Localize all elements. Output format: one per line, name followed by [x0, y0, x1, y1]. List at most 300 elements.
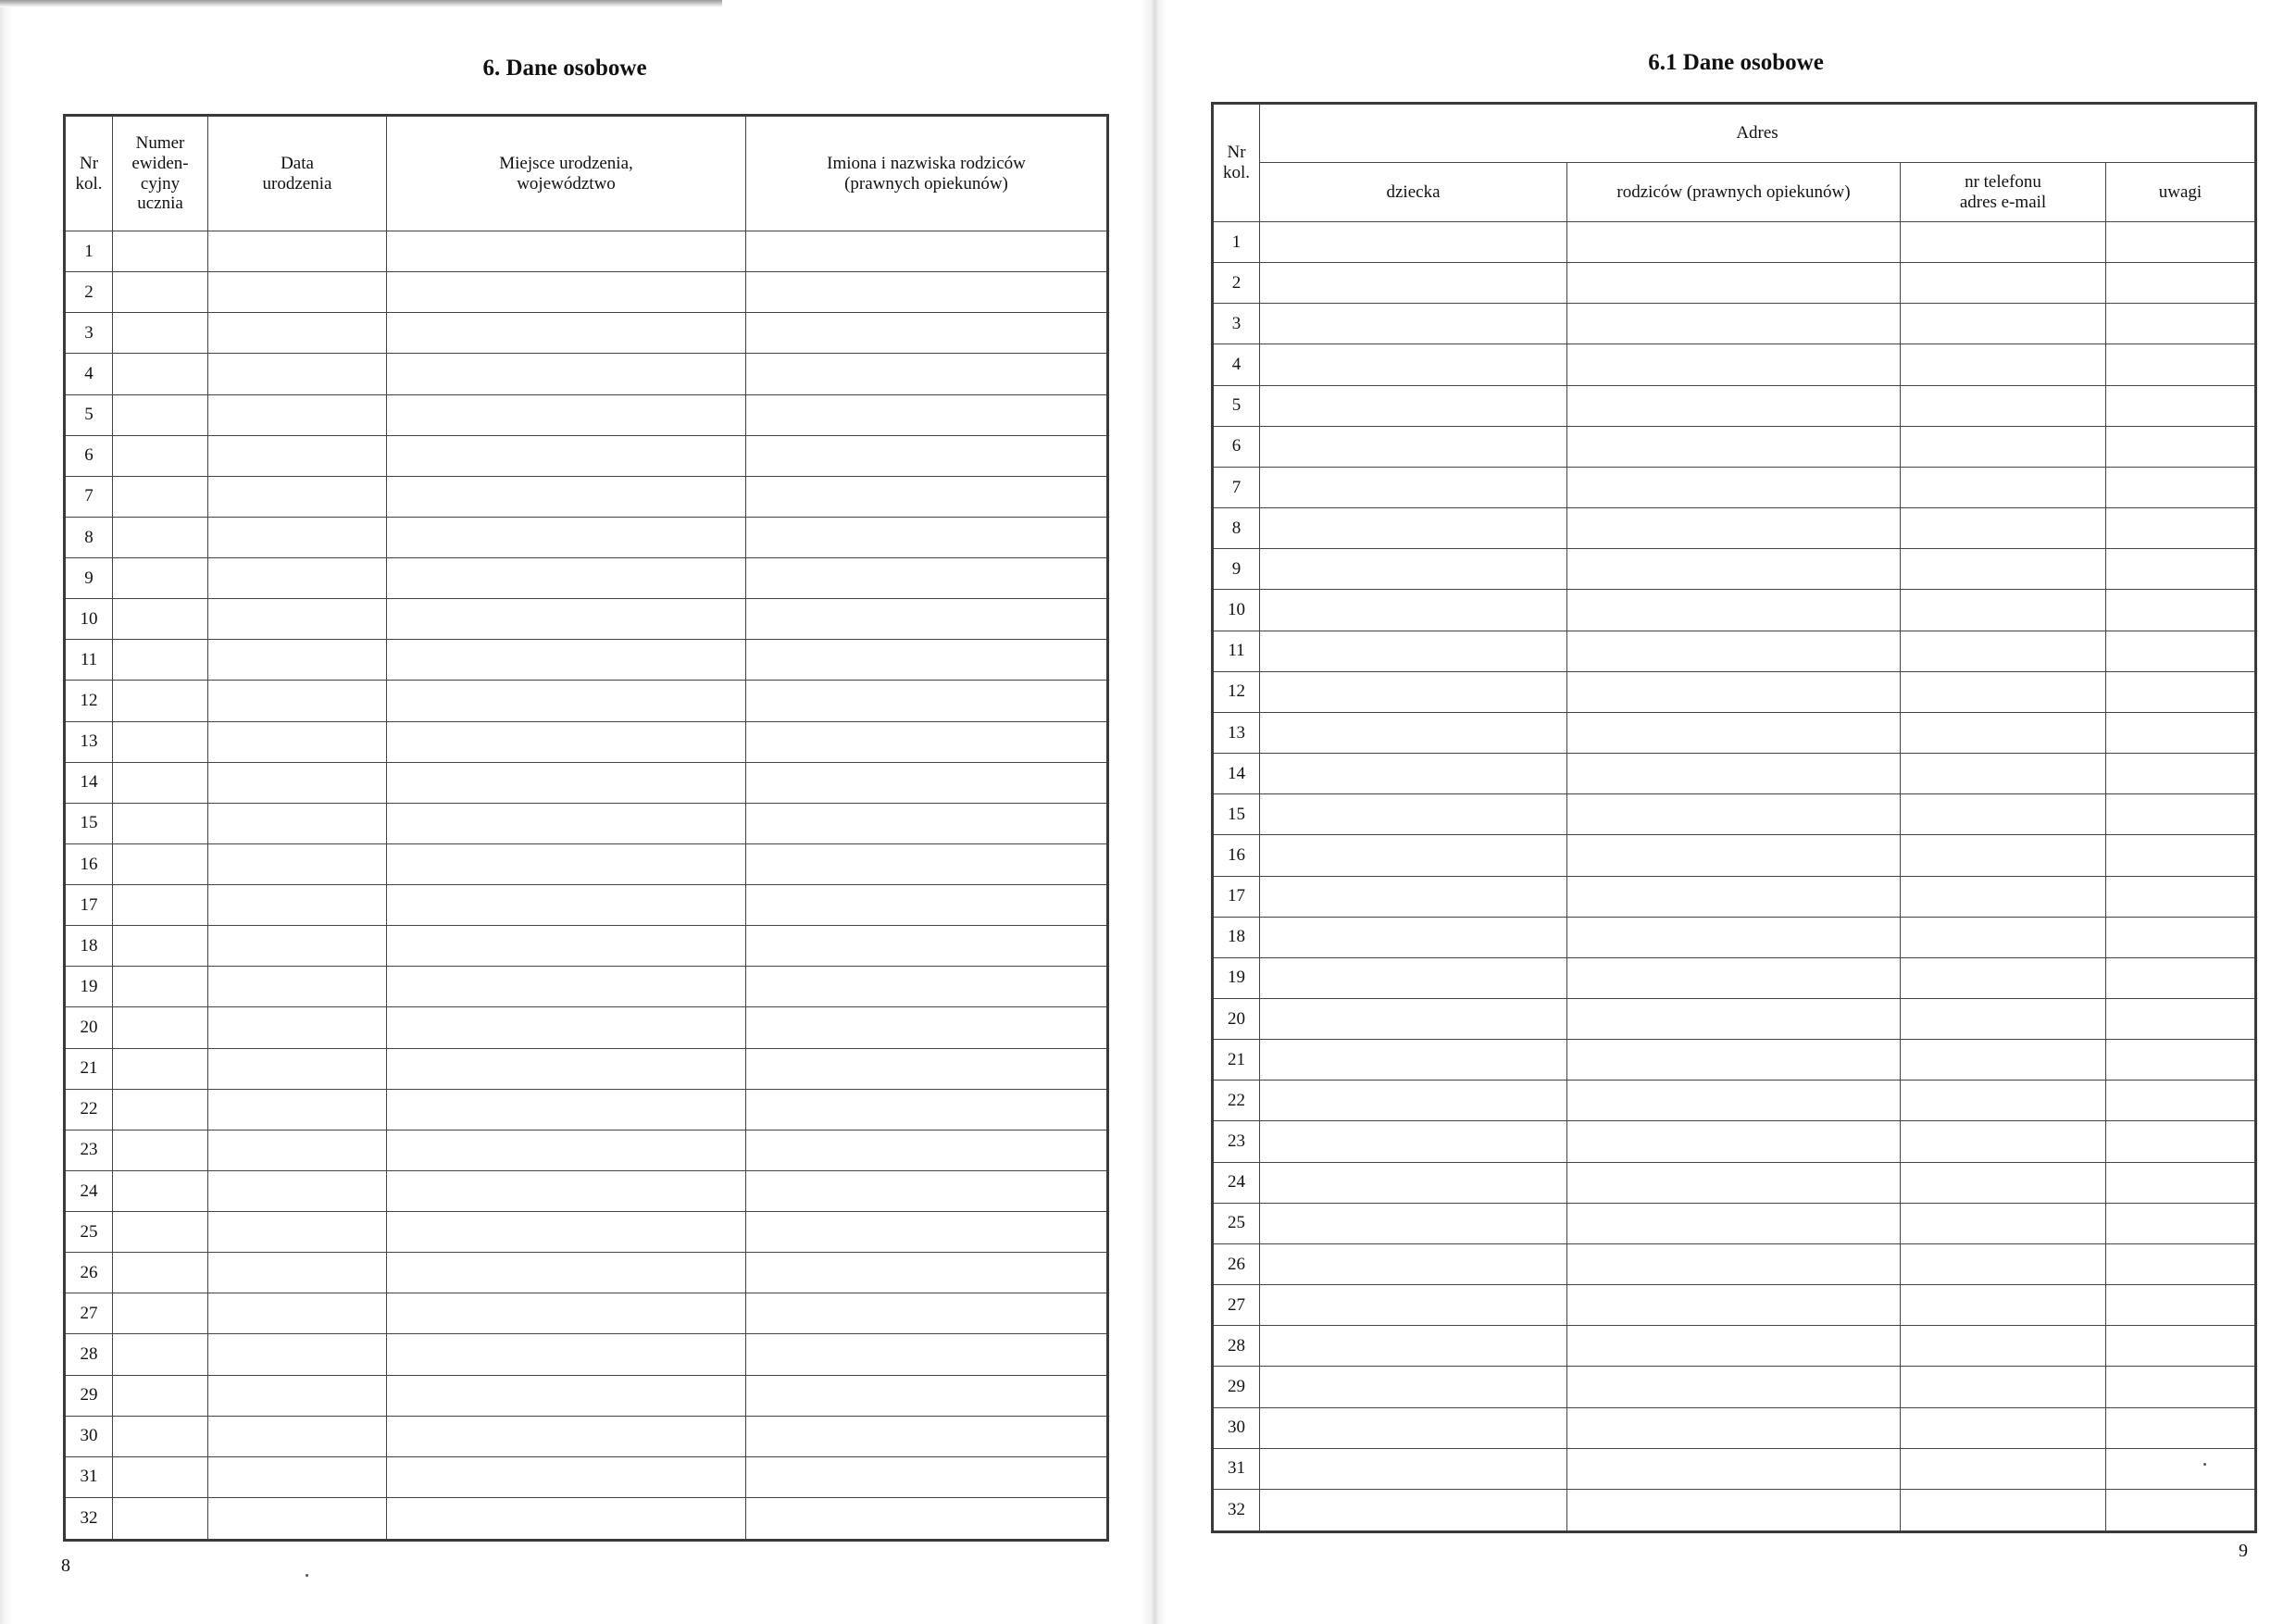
empty-cell[interactable]: [1901, 263, 2106, 304]
empty-cell[interactable]: [746, 1497, 1108, 1540]
empty-cell[interactable]: [2106, 426, 2256, 467]
row-number: 13: [65, 721, 113, 762]
empty-cell[interactable]: [1260, 754, 1567, 794]
empty-cell[interactable]: [1567, 712, 1901, 753]
empty-cell[interactable]: [208, 558, 387, 599]
empty-cell[interactable]: [387, 1212, 746, 1253]
empty-cell[interactable]: [2106, 671, 2256, 712]
empty-cell[interactable]: [387, 435, 746, 476]
empty-cell[interactable]: [1567, 344, 1901, 385]
row-number: 16: [1213, 835, 1260, 876]
empty-cell[interactable]: [208, 1456, 387, 1497]
empty-cell[interactable]: [387, 476, 746, 517]
header-text: kol.: [75, 173, 103, 194]
header-text: Data: [281, 153, 314, 173]
empty-cell[interactable]: [1260, 671, 1567, 712]
empty-cell[interactable]: [387, 803, 746, 843]
empty-cell[interactable]: [1901, 304, 2106, 344]
empty-cell[interactable]: [113, 681, 208, 721]
empty-cell[interactable]: [387, 1089, 746, 1130]
empty-cell[interactable]: [2106, 1448, 2256, 1489]
empty-cell[interactable]: [113, 1334, 208, 1375]
header-text: Nr: [79, 153, 99, 173]
empty-cell[interactable]: [113, 354, 208, 394]
empty-cell[interactable]: [746, 803, 1108, 843]
empty-cell[interactable]: [387, 721, 746, 762]
empty-cell[interactable]: [746, 517, 1108, 557]
empty-cell[interactable]: [2106, 467, 2256, 507]
empty-cell[interactable]: [387, 1456, 746, 1497]
empty-cell[interactable]: [387, 1497, 746, 1540]
empty-cell[interactable]: [1260, 1407, 1567, 1448]
empty-cell[interactable]: [1567, 957, 1901, 998]
empty-cell[interactable]: [1567, 304, 1901, 344]
empty-cell[interactable]: [208, 1212, 387, 1253]
empty-cell[interactable]: [2106, 222, 2256, 263]
empty-cell[interactable]: [746, 1293, 1108, 1334]
empty-cell[interactable]: [208, 1375, 387, 1416]
empty-cell[interactable]: [746, 1456, 1108, 1497]
header-text: adres e-mail: [1959, 192, 2047, 212]
empty-cell[interactable]: [1901, 508, 2106, 549]
empty-cell[interactable]: [208, 272, 387, 313]
empty-cell[interactable]: [208, 1253, 387, 1293]
empty-cell[interactable]: [113, 885, 208, 926]
empty-cell[interactable]: [387, 681, 746, 721]
empty-cell[interactable]: [1901, 1081, 2106, 1121]
empty-cell[interactable]: [746, 394, 1108, 435]
empty-cell[interactable]: [1901, 549, 2106, 590]
empty-cell[interactable]: [1567, 1121, 1901, 1162]
empty-cell[interactable]: [746, 885, 1108, 926]
right-page-title: 6.1 Dane osobowe: [1648, 50, 1824, 75]
empty-cell[interactable]: [1901, 876, 2106, 917]
header-text: Nr: [1227, 143, 1246, 163]
empty-cell[interactable]: [746, 1007, 1108, 1048]
empty-cell[interactable]: [2106, 917, 2256, 957]
empty-cell[interactable]: [1901, 1040, 2106, 1081]
empty-cell[interactable]: [2106, 1203, 2256, 1243]
empty-cell[interactable]: [1567, 467, 1901, 507]
empty-cell[interactable]: [2106, 957, 2256, 998]
empty-cell[interactable]: [1260, 1489, 1567, 1531]
empty-cell[interactable]: [1567, 1367, 1901, 1407]
empty-cell[interactable]: [2106, 508, 2256, 549]
empty-cell[interactable]: [2106, 794, 2256, 835]
empty-cell[interactable]: [1260, 222, 1567, 263]
empty-cell[interactable]: [746, 599, 1108, 640]
empty-cell[interactable]: [113, 1089, 208, 1130]
row-number: 29: [1213, 1367, 1260, 1407]
empty-cell[interactable]: [1260, 344, 1567, 385]
empty-cell[interactable]: [1567, 671, 1901, 712]
empty-cell[interactable]: [387, 272, 746, 313]
empty-cell[interactable]: [113, 1212, 208, 1253]
empty-cell[interactable]: [113, 1375, 208, 1416]
empty-cell[interactable]: [746, 231, 1108, 272]
empty-cell[interactable]: [1260, 590, 1567, 631]
table-row: [65, 885, 1108, 926]
empty-cell[interactable]: [208, 1497, 387, 1540]
empty-cell[interactable]: [2106, 835, 2256, 876]
empty-cell[interactable]: [387, 885, 746, 926]
empty-cell[interactable]: [746, 1130, 1108, 1170]
empty-cell[interactable]: [1260, 1203, 1567, 1243]
empty-cell[interactable]: [1260, 1448, 1567, 1489]
empty-cell[interactable]: [1260, 794, 1567, 835]
table-row: [65, 1334, 1108, 1375]
empty-cell[interactable]: [113, 231, 208, 272]
row-number: 25: [1213, 1203, 1260, 1243]
empty-cell[interactable]: [1901, 1285, 2106, 1326]
empty-cell[interactable]: [746, 435, 1108, 476]
empty-cell[interactable]: [1567, 754, 1901, 794]
row-number: 5: [1213, 385, 1260, 426]
empty-cell[interactable]: [208, 394, 387, 435]
empty-cell[interactable]: [208, 681, 387, 721]
empty-cell[interactable]: [113, 1170, 208, 1211]
empty-cell[interactable]: [208, 762, 387, 803]
empty-cell[interactable]: [1567, 590, 1901, 631]
empty-cell[interactable]: [387, 926, 746, 967]
empty-cell[interactable]: [387, 967, 746, 1007]
empty-cell[interactable]: [2106, 754, 2256, 794]
empty-cell[interactable]: [1567, 508, 1901, 549]
empty-cell[interactable]: [113, 1293, 208, 1334]
empty-cell[interactable]: [1567, 385, 1901, 426]
empty-cell[interactable]: [387, 1375, 746, 1416]
empty-cell[interactable]: [113, 476, 208, 517]
empty-cell[interactable]: [208, 803, 387, 843]
empty-cell[interactable]: [746, 476, 1108, 517]
empty-cell[interactable]: [1901, 222, 2106, 263]
empty-cell[interactable]: [1901, 385, 2106, 426]
empty-cell[interactable]: [2106, 876, 2256, 917]
empty-cell[interactable]: [1567, 1285, 1901, 1326]
table-subheader-row: [1213, 163, 2256, 222]
empty-cell[interactable]: [2106, 549, 2256, 590]
empty-cell[interactable]: [1901, 344, 2106, 385]
row-number: 24: [1213, 1162, 1260, 1203]
empty-cell[interactable]: [1901, 1243, 2106, 1284]
empty-cell[interactable]: [208, 354, 387, 394]
empty-cell[interactable]: [1567, 1040, 1901, 1081]
empty-cell[interactable]: [1901, 1489, 2106, 1531]
empty-cell[interactable]: [1260, 1081, 1567, 1121]
empty-cell[interactable]: [2106, 1326, 2256, 1367]
empty-cell[interactable]: [1901, 590, 2106, 631]
empty-cell[interactable]: [113, 313, 208, 354]
empty-cell[interactable]: [1901, 917, 2106, 957]
empty-cell[interactable]: [208, 967, 387, 1007]
header-text: kol.: [1222, 163, 1251, 182]
empty-cell[interactable]: [387, 762, 746, 803]
empty-cell[interactable]: [387, 1416, 746, 1456]
empty-cell[interactable]: [1901, 1326, 2106, 1367]
empty-cell[interactable]: [1260, 712, 1567, 753]
empty-cell[interactable]: [1567, 549, 1901, 590]
empty-cell[interactable]: [387, 1007, 746, 1048]
empty-cell[interactable]: [113, 435, 208, 476]
empty-cell[interactable]: [1901, 1121, 2106, 1162]
empty-cell[interactable]: [1901, 631, 2106, 671]
empty-cell[interactable]: [387, 1253, 746, 1293]
empty-cell[interactable]: [1567, 1448, 1901, 1489]
empty-cell[interactable]: [2106, 590, 2256, 631]
empty-cell[interactable]: [746, 1170, 1108, 1211]
empty-cell[interactable]: [113, 1007, 208, 1048]
empty-cell[interactable]: [1260, 263, 1567, 304]
empty-cell[interactable]: [208, 517, 387, 557]
table-row: [65, 1375, 1108, 1416]
empty-cell[interactable]: [1260, 1040, 1567, 1081]
empty-cell[interactable]: [746, 721, 1108, 762]
empty-cell[interactable]: [2106, 1489, 2256, 1531]
empty-cell[interactable]: [746, 1212, 1108, 1253]
empty-cell[interactable]: [208, 599, 387, 640]
empty-cell[interactable]: [2106, 1407, 2256, 1448]
empty-cell[interactable]: [2106, 1081, 2256, 1121]
empty-cell[interactable]: [113, 599, 208, 640]
empty-cell[interactable]: [1260, 1162, 1567, 1203]
empty-cell[interactable]: [1901, 467, 2106, 507]
empty-cell[interactable]: [387, 1170, 746, 1211]
empty-cell[interactable]: [208, 231, 387, 272]
empty-cell[interactable]: [1567, 835, 1901, 876]
empty-cell[interactable]: [387, 843, 746, 884]
empty-cell[interactable]: [113, 640, 208, 681]
empty-cell[interactable]: [1567, 1407, 1901, 1448]
header-adres: Adres: [1260, 104, 2256, 163]
empty-cell[interactable]: [208, 843, 387, 884]
empty-cell[interactable]: [208, 1334, 387, 1375]
table-row: [65, 926, 1108, 967]
empty-cell[interactable]: [1567, 876, 1901, 917]
row-number: 14: [65, 762, 113, 803]
empty-cell[interactable]: [1567, 1489, 1901, 1531]
empty-cell[interactable]: [746, 1048, 1108, 1089]
header-text: ucznia: [137, 194, 183, 214]
empty-cell[interactable]: [1567, 1243, 1901, 1284]
empty-cell[interactable]: [2106, 1162, 2256, 1203]
empty-cell[interactable]: [387, 1334, 746, 1375]
empty-cell[interactable]: [1260, 998, 1567, 1039]
empty-cell[interactable]: [2106, 263, 2256, 304]
empty-cell[interactable]: [113, 1497, 208, 1540]
table-row: [1213, 590, 2256, 631]
empty-cell[interactable]: [1901, 1407, 2106, 1448]
empty-cell[interactable]: [1260, 1121, 1567, 1162]
header-text: ewiden-: [131, 153, 189, 173]
empty-cell[interactable]: [746, 967, 1108, 1007]
empty-cell[interactable]: [208, 1089, 387, 1130]
empty-cell[interactable]: [1901, 957, 2106, 998]
empty-cell[interactable]: [746, 1334, 1108, 1375]
empty-cell[interactable]: [746, 558, 1108, 599]
empty-cell[interactable]: [113, 721, 208, 762]
empty-cell[interactable]: [1260, 467, 1567, 507]
empty-cell[interactable]: [208, 476, 387, 517]
empty-cell[interactable]: [746, 272, 1108, 313]
empty-cell[interactable]: [387, 640, 746, 681]
row-number: 24: [65, 1170, 113, 1211]
empty-cell[interactable]: [2106, 1121, 2256, 1162]
empty-cell[interactable]: [113, 1253, 208, 1293]
empty-cell[interactable]: [387, 558, 746, 599]
empty-cell[interactable]: [1567, 631, 1901, 671]
empty-cell[interactable]: [2106, 385, 2256, 426]
table-row: [65, 599, 1108, 640]
empty-cell[interactable]: [1901, 426, 2106, 467]
empty-cell[interactable]: [746, 1089, 1108, 1130]
empty-cell[interactable]: [387, 313, 746, 354]
row-number: 1: [65, 231, 113, 272]
header-rodzicow: rodziców (prawnych opiekunów): [1567, 163, 1901, 222]
empty-cell[interactable]: [387, 1130, 746, 1170]
empty-cell[interactable]: [387, 394, 746, 435]
empty-cell[interactable]: [1567, 1162, 1901, 1203]
empty-cell[interactable]: [1901, 998, 2106, 1039]
empty-cell[interactable]: [113, 558, 208, 599]
empty-cell[interactable]: [1567, 426, 1901, 467]
empty-cell[interactable]: [113, 517, 208, 557]
empty-cell[interactable]: [746, 843, 1108, 884]
empty-cell[interactable]: [113, 1416, 208, 1456]
empty-cell[interactable]: [208, 1130, 387, 1170]
empty-cell[interactable]: [113, 762, 208, 803]
empty-cell[interactable]: [1260, 385, 1567, 426]
empty-cell[interactable]: [1260, 508, 1567, 549]
empty-cell[interactable]: [1260, 957, 1567, 998]
empty-cell[interactable]: [1901, 1203, 2106, 1243]
empty-cell[interactable]: [113, 1130, 208, 1170]
row-number: 5: [65, 394, 113, 435]
empty-cell[interactable]: [1901, 1448, 2106, 1489]
table-row: [1213, 508, 2256, 549]
empty-cell[interactable]: [387, 599, 746, 640]
table-row: [1213, 1407, 2256, 1448]
empty-cell[interactable]: [746, 313, 1108, 354]
empty-cell[interactable]: [113, 803, 208, 843]
empty-cell[interactable]: [2106, 998, 2256, 1039]
empty-cell[interactable]: [2106, 631, 2256, 671]
empty-cell[interactable]: [1901, 835, 2106, 876]
empty-cell[interactable]: [2106, 1040, 2256, 1081]
empty-cell[interactable]: [208, 1293, 387, 1334]
empty-cell[interactable]: [1901, 1367, 2106, 1407]
header-numer-ewidencyjny: [113, 116, 208, 231]
empty-cell[interactable]: [1901, 671, 2106, 712]
empty-cell[interactable]: [113, 926, 208, 967]
empty-cell[interactable]: [1567, 1326, 1901, 1367]
empty-cell[interactable]: [746, 926, 1108, 967]
empty-cell[interactable]: [113, 1456, 208, 1497]
empty-cell[interactable]: [208, 1007, 387, 1048]
empty-cell[interactable]: [746, 640, 1108, 681]
empty-cell[interactable]: [1901, 712, 2106, 753]
table-row: [1213, 344, 2256, 385]
empty-cell[interactable]: [746, 354, 1108, 394]
empty-cell[interactable]: [113, 394, 208, 435]
empty-cell[interactable]: [387, 354, 746, 394]
table-row: [1213, 304, 2256, 344]
empty-cell[interactable]: [2106, 1285, 2256, 1326]
empty-cell[interactable]: [208, 1416, 387, 1456]
empty-cell[interactable]: [1260, 835, 1567, 876]
empty-cell[interactable]: [387, 231, 746, 272]
empty-cell[interactable]: [113, 272, 208, 313]
empty-cell[interactable]: [1260, 1285, 1567, 1326]
table-row: [65, 721, 1108, 762]
empty-cell[interactable]: [113, 843, 208, 884]
empty-cell[interactable]: [113, 967, 208, 1007]
empty-cell[interactable]: [1567, 917, 1901, 957]
empty-cell[interactable]: [1260, 876, 1567, 917]
empty-cell[interactable]: [2106, 712, 2256, 753]
scan-speck: [306, 1574, 308, 1577]
empty-cell[interactable]: [746, 1416, 1108, 1456]
empty-cell[interactable]: [1567, 1081, 1901, 1121]
empty-cell[interactable]: [1260, 917, 1567, 957]
empty-cell[interactable]: [746, 1375, 1108, 1416]
empty-cell[interactable]: [1901, 794, 2106, 835]
empty-cell[interactable]: [387, 517, 746, 557]
empty-cell[interactable]: [1260, 304, 1567, 344]
empty-cell[interactable]: [746, 762, 1108, 803]
empty-cell[interactable]: [1260, 631, 1567, 671]
empty-cell[interactable]: [208, 926, 387, 967]
empty-cell[interactable]: [2106, 1243, 2256, 1284]
table-header-row: [1213, 104, 2256, 163]
empty-cell[interactable]: [1567, 222, 1901, 263]
empty-cell[interactable]: [208, 640, 387, 681]
empty-cell[interactable]: [208, 313, 387, 354]
empty-cell[interactable]: [113, 1048, 208, 1089]
empty-cell[interactable]: [1260, 1326, 1567, 1367]
empty-cell[interactable]: [1567, 794, 1901, 835]
empty-cell[interactable]: [2106, 304, 2256, 344]
row-number: 31: [65, 1456, 113, 1497]
empty-cell[interactable]: [387, 1048, 746, 1089]
empty-cell[interactable]: [1260, 549, 1567, 590]
row-number: 27: [65, 1293, 113, 1334]
empty-cell[interactable]: [2106, 1367, 2256, 1407]
table-row: [65, 1007, 1108, 1048]
empty-cell[interactable]: [1260, 1243, 1567, 1284]
empty-cell[interactable]: [1567, 998, 1901, 1039]
row-number: 13: [1213, 712, 1260, 753]
empty-cell[interactable]: [746, 681, 1108, 721]
empty-cell[interactable]: [1567, 263, 1901, 304]
empty-cell[interactable]: [208, 1048, 387, 1089]
empty-cell[interactable]: [208, 885, 387, 926]
empty-cell[interactable]: [746, 1253, 1108, 1293]
table-row: [1213, 917, 2256, 957]
empty-cell[interactable]: [387, 1293, 746, 1334]
table-row: [65, 435, 1108, 476]
header-text: Miejsce urodzenia,: [499, 153, 633, 173]
empty-cell[interactable]: [1260, 426, 1567, 467]
empty-cell[interactable]: [208, 1170, 387, 1211]
row-number: 10: [1213, 590, 1260, 631]
empty-cell[interactable]: [208, 721, 387, 762]
empty-cell[interactable]: [1901, 754, 2106, 794]
empty-cell[interactable]: [208, 435, 387, 476]
empty-cell[interactable]: [2106, 344, 2256, 385]
empty-cell[interactable]: [1260, 1367, 1567, 1407]
empty-cell[interactable]: [1567, 1203, 1901, 1243]
empty-cell[interactable]: [1901, 1162, 2106, 1203]
